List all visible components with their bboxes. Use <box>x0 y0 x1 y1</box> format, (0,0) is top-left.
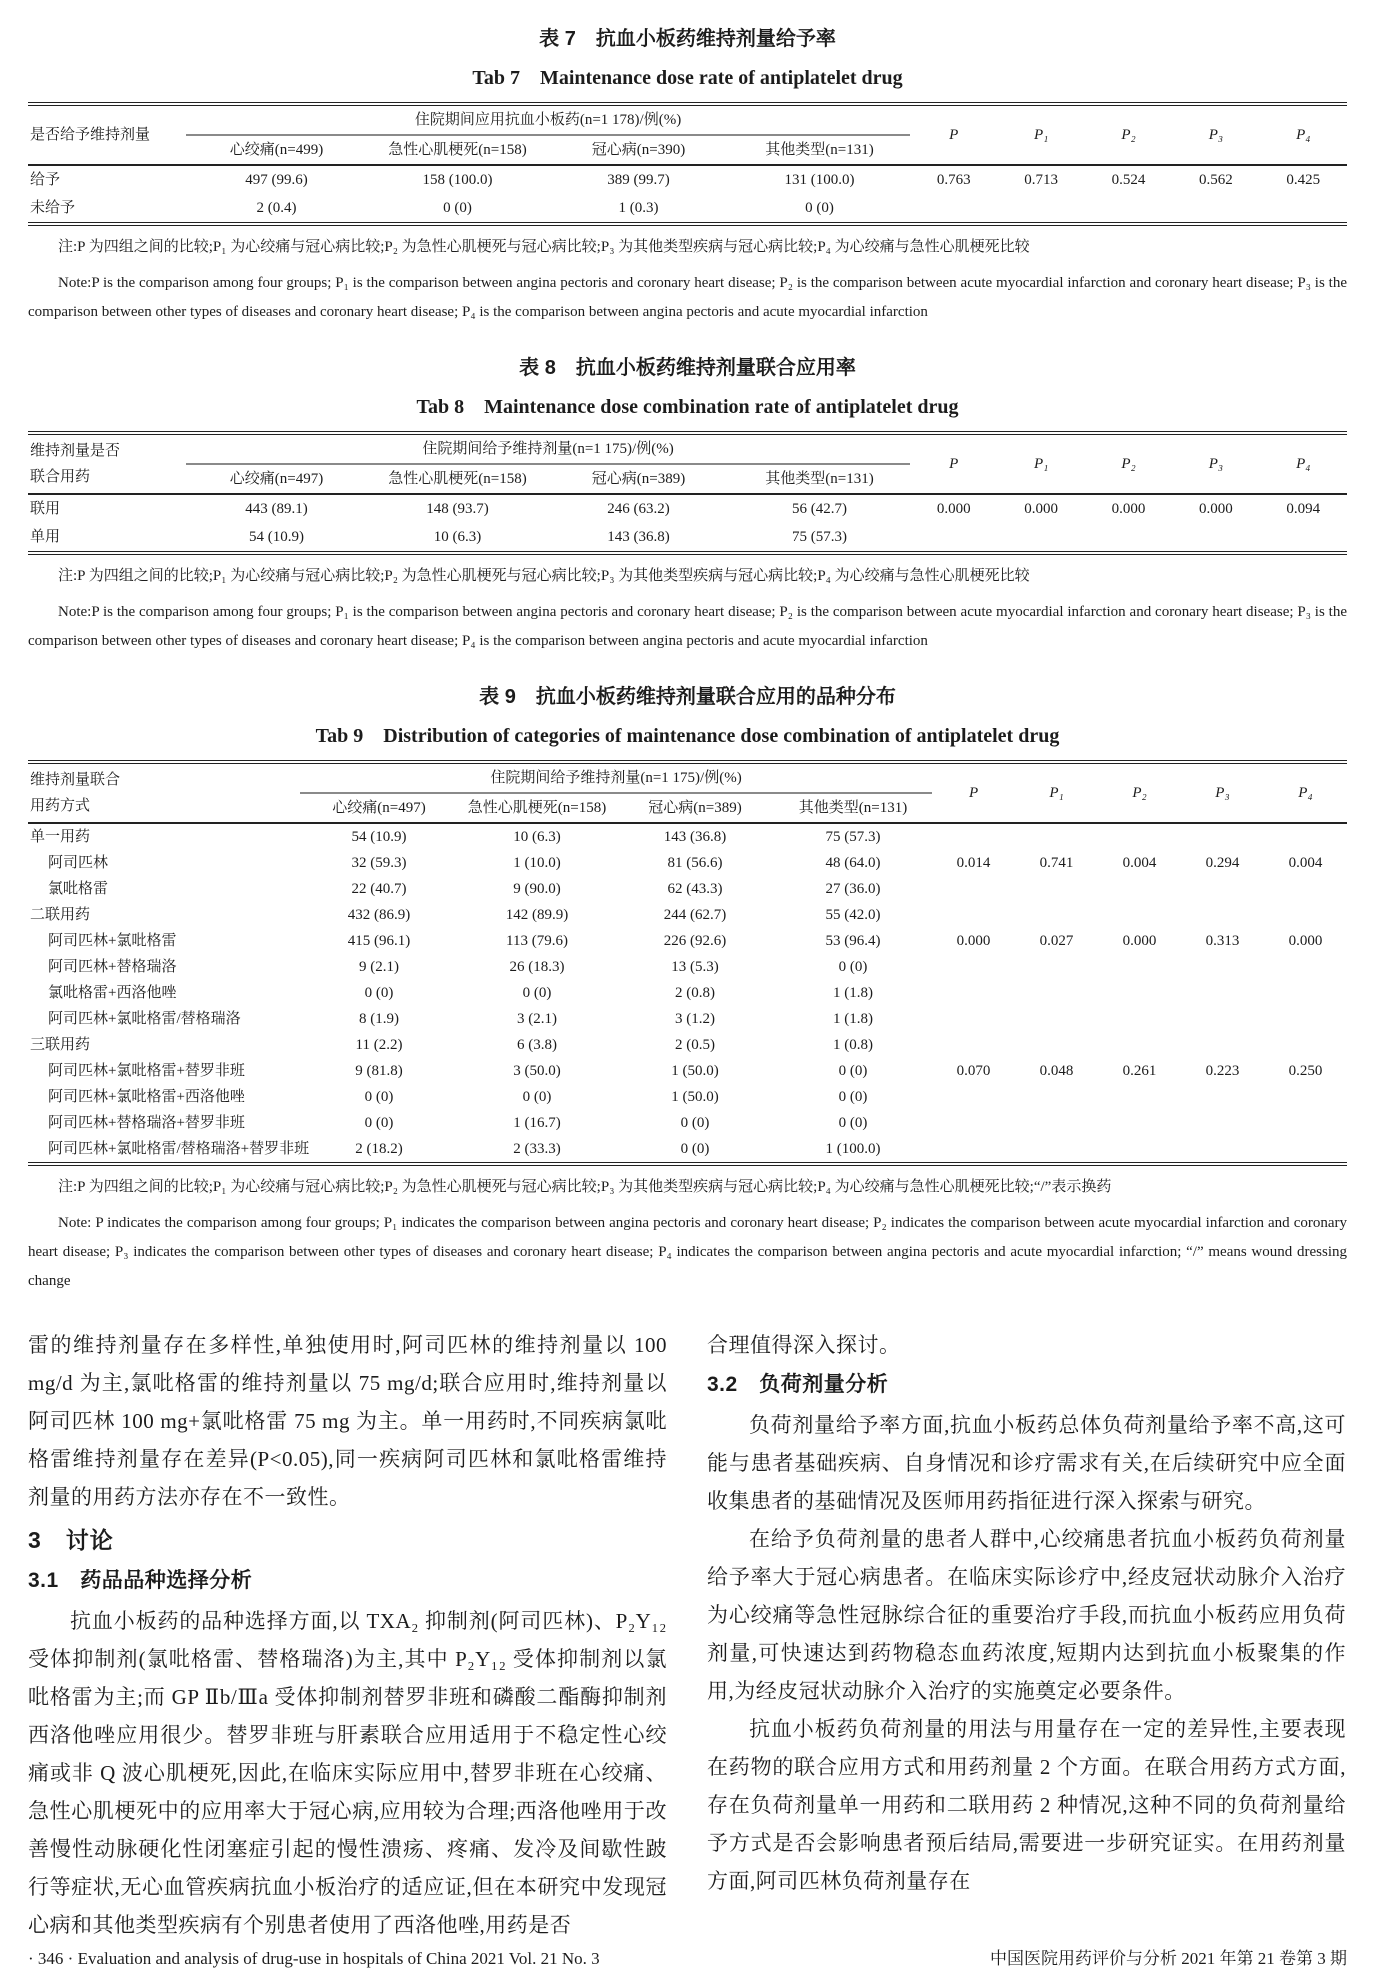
cell-value: 55 (42.0) <box>825 907 881 923</box>
p-value <box>1015 902 1098 928</box>
p-value: 0.014 <box>956 855 991 871</box>
p-column-header: P <box>910 433 997 494</box>
cell-value: 1 (10.0) <box>513 855 561 871</box>
cell-value: 142 (89.9) <box>505 907 569 923</box>
p-value: 0.223 <box>1205 1063 1240 1079</box>
cell-value: 2 (0.4) <box>256 200 297 216</box>
cell-value: 1 (16.7) <box>513 1115 561 1131</box>
table-row <box>28 902 1347 928</box>
row-label: 给予 <box>30 172 61 188</box>
cell-value: 0 (0) <box>838 1115 868 1131</box>
table7-grid <box>28 102 1347 226</box>
cell-value: 3 (1.2) <box>675 1011 715 1027</box>
cell-value: 81 (56.6) <box>667 855 723 871</box>
p-value: 0.741 <box>1039 855 1074 871</box>
table-row <box>28 980 1347 1006</box>
p-value: 0.313 <box>1205 933 1240 949</box>
cell-value: 2 (18.2) <box>355 1141 403 1157</box>
disease-column-header: 心绞痛(n=497) <box>300 793 458 823</box>
p-value <box>1172 523 1259 553</box>
section-heading: 3.2 负荷剂量分析 <box>707 1373 889 1396</box>
p-value <box>1264 876 1347 902</box>
cell-value: 2 (0.5) <box>675 1037 715 1053</box>
p-value <box>932 980 1015 1006</box>
p-value: 0.000 <box>1288 933 1323 949</box>
p-value: 0.004 <box>1288 855 1323 871</box>
disease-column-header: 其他类型(n=131) <box>774 793 932 823</box>
row-label: 联用 <box>30 501 61 517</box>
cell-value: 1 (0.3) <box>618 200 659 216</box>
paragraph: 在给予负荷剂量的患者人群中,心绞痛患者抗血小板药负荷剂量给予率大于冠心病患者。在临床实际诊疗中,经皮冠状动脉介入治疗为心绞痛等急性冠脉综合征的重要治疗手段,而抗血小板药应用负荷剂量,可快速达到药物稳态血药浓度,短期内达到抗血小板聚集的作用,为经皮冠状动脉介入治疗的实施奠定必要条件。 <box>707 1527 1346 1703</box>
table-row <box>28 1058 1347 1084</box>
cell-value: 0 (0) <box>443 200 472 216</box>
cell-value: 0 (0) <box>680 1115 710 1131</box>
row-label: 阿司匹林+替格瑞洛 <box>48 959 177 975</box>
table9-note-zh: 注:P 为四组之间的比较;P₁ 为心绞痛与冠心病比较;P₂ 为急性心肌梗死与冠心病比较;P₃ 为其他类型疾病与冠心病比较;P₄ 为心绞痛与急性心肌梗死比较;“/”表示换药 <box>58 1179 1112 1195</box>
p-value <box>932 1006 1015 1032</box>
cell-value: 1 (0.8) <box>833 1037 874 1053</box>
row-label: 二联用药 <box>30 907 91 923</box>
cell-value: 389 (99.7) <box>607 172 670 188</box>
p-value <box>1264 1136 1347 1164</box>
table-row <box>28 876 1347 902</box>
row-label: 单一用药 <box>30 829 91 845</box>
table7-section <box>28 14 1347 327</box>
cell-value: 26 (18.3) <box>509 959 565 975</box>
p-column-header: P₄ <box>1260 433 1347 494</box>
paragraph: 雷的维持剂量存在多样性,单独使用时,阿司匹林的维持剂量以 100 mg/d 为主,氯吡格雷的维持剂量以 75 mg/d;联合应用时,维持剂量以阿司匹林 100 mg+氯吡格雷 75 mg 为主。单一用药时,不同疾病氯吡格雷维持剂量存在差异(P<0.05),同一疾病阿司匹林和氯吡格雷维持剂量的用药方法亦存在不一致性。 <box>28 1333 667 1509</box>
cell-value: 6 (3.8) <box>517 1037 557 1053</box>
table-row <box>28 850 1347 876</box>
cell-value: 143 (36.8) <box>607 529 670 545</box>
cell-value: 0 (0) <box>805 200 834 216</box>
p-value <box>997 523 1084 553</box>
p-value <box>1264 954 1347 980</box>
cell-value: 148 (93.7) <box>426 501 489 517</box>
p-value <box>1085 523 1172 553</box>
p-column-header: P₂ <box>1085 104 1172 165</box>
p-value <box>1098 1032 1181 1058</box>
cell-value: 9 (81.8) <box>355 1063 403 1079</box>
p-value <box>910 523 997 553</box>
cell-value: 0 (0) <box>838 1089 868 1105</box>
row-label: 阿司匹林+氯吡格雷+替罗非班 <box>48 1063 245 1079</box>
p-column-header: P₄ <box>1260 104 1347 165</box>
p-column-header: P₁ <box>997 433 1084 494</box>
p-value <box>1264 1084 1347 1110</box>
paragraph: 负荷剂量给予率方面,抗血小板药总体负荷剂量给予率不高,这可能与患者基础疾病、自身情况和诊疗需求有关,在后续研究中应全面收集患者的基础情况及医师用药指征进行深入探索与研究。 <box>707 1413 1346 1513</box>
p-value: 0.000 <box>956 933 991 949</box>
cell-value: 3 (2.1) <box>517 1011 557 1027</box>
disease-column-header: 冠心病(n=390) <box>548 135 729 165</box>
p-value <box>1181 980 1264 1006</box>
p-value: 0.425 <box>1286 172 1321 188</box>
cell-value: 1 (50.0) <box>671 1089 719 1105</box>
p-value <box>1260 523 1347 553</box>
p-value: 0.294 <box>1205 855 1240 871</box>
p-value <box>1264 902 1347 928</box>
cell-value: 53 (96.4) <box>825 933 881 949</box>
cell-value: 75 (57.3) <box>825 829 881 845</box>
table-row <box>28 928 1347 954</box>
cell-value: 2 (33.3) <box>513 1141 561 1157</box>
p-value <box>910 194 997 224</box>
p-value <box>1098 954 1181 980</box>
p-value <box>1015 1136 1098 1164</box>
p-column-header: P₂ <box>1085 433 1172 494</box>
cell-value: 0 (0) <box>522 1089 552 1105</box>
disease-column-header: 急性心肌梗死(n=158) <box>367 135 548 165</box>
cell-value: 27 (36.0) <box>825 881 881 897</box>
cell-value: 443 (89.1) <box>245 501 308 517</box>
p-value <box>1098 876 1181 902</box>
table8-note-en: Note:P is the comparison among four groups; P₁ is the comparison between angina pectoris and coronary heart disease; P₂ is the comparison between acute myocardial infarction and coronary heart disease; P₃ is the comparison between other types of diseases and coronary heart disease; P₄ is the comparison between angina pectoris and acute myocardial infarction <box>28 604 1347 649</box>
p-value <box>1015 1110 1098 1136</box>
cell-value: 48 (64.0) <box>825 855 881 871</box>
cell-value: 9 (2.1) <box>359 959 399 975</box>
p-value: 0.000 <box>1111 501 1146 517</box>
p-value <box>1181 1110 1264 1136</box>
stub-header: 维持剂量是否 联合用药 <box>28 433 186 494</box>
p-value: 0.048 <box>1039 1063 1074 1079</box>
cell-value: 54 (10.9) <box>249 529 304 545</box>
p-value <box>1181 1006 1264 1032</box>
cell-value: 244 (62.7) <box>663 907 727 923</box>
cell-value: 131 (100.0) <box>784 172 855 188</box>
p-value: 0.004 <box>1122 855 1157 871</box>
table-row <box>28 823 1347 850</box>
disease-column-header: 其他类型(n=131) <box>729 135 910 165</box>
p-value <box>1015 980 1098 1006</box>
p-value <box>1264 1110 1347 1136</box>
paragraph: 抗血小板药的品种选择方面,以 TXA₂ 抑制剂(阿司匹林)、P₂Y₁₂ 受体抑制剂(氯吡格雷、替格瑞洛)为主,其中 P₂Y₁₂ 受体抑制剂以氯吡格雷为主;而 GP Ⅱb/Ⅲa 受体抑制剂替罗非班和磷酸二酯酶抑制剂西洛他唑应用很少。替罗非班与肝素联合应用适用于不稳定性心绞痛或非 Q 波心肌梗死,因此,在临床实际应用中,替罗非班在心绞痛、急性心肌梗死中的应用率大于冠心病,应用较为合理;西洛他唑用于改善慢性动脉硬化性闭塞症引起的慢性溃疡、疼痛、发冷及间歇性跛行等症状,无心血管疾病抗血小板治疗的适应证,但在本研究中发现冠心病和其他类型疾病有个别患者使用了西洛他唑,用药是否 <box>28 1609 667 1937</box>
cell-value: 0 (0) <box>522 985 552 1001</box>
row-label: 氯吡格雷 <box>48 881 109 897</box>
disease-column-header: 急性心肌梗死(n=158) <box>367 464 548 494</box>
table9-section <box>28 672 1347 1296</box>
table-row <box>28 954 1347 980</box>
table-row <box>28 165 1347 194</box>
row-label: 三联用药 <box>30 1037 91 1053</box>
cell-value: 13 (5.3) <box>671 959 719 975</box>
p-value <box>1181 1136 1264 1164</box>
p-value <box>1181 876 1264 902</box>
table-row <box>28 523 1347 553</box>
p-value <box>1085 194 1172 224</box>
p-value <box>1172 194 1259 224</box>
disease-column-header: 其他类型(n=131) <box>729 464 910 494</box>
group-header: 住院期间给予维持剂量(n=1 175)/例(%) <box>186 433 910 464</box>
cell-value: 432 (86.9) <box>347 907 411 923</box>
p-value <box>997 194 1084 224</box>
p-value <box>1264 1032 1347 1058</box>
p-value <box>1098 1006 1181 1032</box>
cell-value: 10 (6.3) <box>433 529 482 545</box>
p-value <box>932 1136 1015 1164</box>
group-header: 住院期间应用抗血小板药(n=1 178)/例(%) <box>186 104 910 135</box>
p-value: 0.713 <box>1024 172 1058 188</box>
p-column-header: P₃ <box>1172 433 1259 494</box>
row-label: 阿司匹林+氯吡格雷/替格瑞洛+替罗非班 <box>48 1141 310 1157</box>
table7-title-en: Tab 7 Maintenance dose rate of antiplatelet drug <box>472 67 903 89</box>
p-value: 0.261 <box>1122 1063 1157 1079</box>
p-column-header: P₃ <box>1181 762 1264 823</box>
p-value <box>1098 823 1181 850</box>
cell-value: 8 (1.9) <box>359 1011 399 1027</box>
table-row <box>28 1084 1347 1110</box>
cell-value: 1 (100.0) <box>825 1141 881 1157</box>
p-column-header: P₁ <box>997 104 1084 165</box>
table-row <box>28 1006 1347 1032</box>
table8-title-zh: 表 8 抗血小板药维持剂量联合应用率 <box>519 357 856 379</box>
p-column-header: P₃ <box>1172 104 1259 165</box>
p-value: 0.070 <box>956 1063 991 1079</box>
footer-right-journal-info: 中国医院用药评价与分析 2021 年第 21 卷第 3 期 <box>990 1949 1347 1968</box>
table9-title-en: Tab 9 Distribution of categories of maintenance dose combination of antiplatelet drug <box>315 725 1060 747</box>
cell-value: 246 (63.2) <box>607 501 670 517</box>
table8-note-zh: 注:P 为四组之间的比较;P₁ 为心绞痛与冠心病比较;P₂ 为急性心肌梗死与冠心病比较;P₃ 为其他类型疾病与冠心病比较;P₄ 为心绞痛与急性心肌梗死比较 <box>58 568 1030 584</box>
tab7-table <box>28 102 1347 226</box>
p-value <box>1181 954 1264 980</box>
stub-header: 维持剂量联合 用药方式 <box>28 762 300 823</box>
p-value <box>1098 1136 1181 1164</box>
table-row <box>28 194 1347 224</box>
p-value: 0.000 <box>1024 501 1058 517</box>
cell-value: 497 (99.6) <box>245 172 308 188</box>
right-column <box>707 1326 1346 1944</box>
disease-column-header: 冠心病(n=389) <box>616 793 774 823</box>
left-column <box>28 1326 667 1944</box>
p-value: 0.000 <box>1199 501 1233 517</box>
page-footer <box>28 1944 1347 1969</box>
cell-value: 75 (57.3) <box>792 529 848 545</box>
section-heading: 3.1 药品品种选择分析 <box>28 1569 253 1592</box>
cell-value: 158 (100.0) <box>422 172 493 188</box>
cell-value: 1 (1.8) <box>833 985 874 1001</box>
p-value <box>1181 1032 1264 1058</box>
p-value <box>1015 1032 1098 1058</box>
cell-value: 62 (43.3) <box>667 881 723 897</box>
p-value: 0.250 <box>1288 1063 1323 1079</box>
cell-value: 9 (90.0) <box>513 881 561 897</box>
cell-value: 113 (79.6) <box>506 933 568 949</box>
footer-left-page-info: · 346 · Evaluation and analysis of drug-use in hospitals of China 2021 Vol. 21 No. 3 <box>28 1949 600 1968</box>
table9-grid <box>28 760 1347 1166</box>
p-value <box>932 876 1015 902</box>
p-value <box>1264 823 1347 850</box>
cell-value: 0 (0) <box>364 985 394 1001</box>
cell-value: 0 (0) <box>680 1141 710 1157</box>
cell-value: 11 (2.2) <box>355 1037 403 1053</box>
row-label: 单用 <box>30 529 61 545</box>
table9-note-en: Note: P indicates the comparison among four groups; P₁ indicates the comparison between angina pectoris and coronary heart disease; P₂ indicates the comparison between acute myocardial infarction and coronary heart disease; P₃ indicates the comparison between other types of diseases and coronary heart disease; P₄ indicates the comparison between angina pectoris and acute myocardial infarction; “/” means wound dressing change <box>28 1215 1347 1289</box>
p-value <box>1181 902 1264 928</box>
p-value: 0.094 <box>1286 501 1321 517</box>
paragraph: 抗血小板药负荷剂量的用法与用量存在一定的差异性,主要表现在药物的联合应用方式和用药剂量 2 个方面。在联合用药方式方面,存在负荷剂量单一用药和二联用药 2 种情况,这种不同的负荷剂量给予方式是否会影响患者预后结局,需要进一步研究证实。在用药剂量方面,阿司匹林负荷剂量存在 <box>707 1717 1346 1893</box>
cell-value: 1 (50.0) <box>671 1063 719 1079</box>
cell-value: 0 (0) <box>838 1063 868 1079</box>
p-value <box>1098 980 1181 1006</box>
p-value <box>932 1032 1015 1058</box>
row-label: 阿司匹林+氯吡格雷+西洛他唑 <box>48 1089 245 1105</box>
table8-title-en: Tab 8 Maintenance dose combination rate of antiplatelet drug <box>416 396 959 418</box>
p-value <box>1098 1084 1181 1110</box>
p-column-header: P₁ <box>1015 762 1098 823</box>
disease-column-header: 冠心病(n=389) <box>548 464 729 494</box>
cell-value: 22 (40.7) <box>351 881 407 897</box>
p-value: 0.524 <box>1111 172 1146 188</box>
p-value <box>1015 823 1098 850</box>
p-value: 0.000 <box>1122 933 1157 949</box>
table-row <box>28 1110 1347 1136</box>
cell-value: 0 (0) <box>364 1115 394 1131</box>
cell-value: 2 (0.8) <box>675 985 715 1001</box>
table9-title-zh: 表 9 抗血小板药维持剂量联合应用的品种分布 <box>479 686 896 708</box>
table7-note-zh: 注:P 为四组之间的比较;P₁ 为心绞痛与冠心病比较;P₂ 为急性心肌梗死与冠心病比较;P₃ 为其他类型疾病与冠心病比较;P₄ 为心绞痛与急性心肌梗死比较 <box>58 239 1030 255</box>
row-label: 未给予 <box>30 200 76 216</box>
p-value <box>1264 980 1347 1006</box>
p-column-header: P₄ <box>1264 762 1347 823</box>
cell-value: 32 (59.3) <box>351 855 407 871</box>
cell-value: 3 (50.0) <box>513 1063 561 1079</box>
table7-title-zh: 表 7 抗血小板药维持剂量给予率 <box>539 28 836 50</box>
table-row <box>28 1032 1347 1058</box>
p-value <box>1181 823 1264 850</box>
p-value: 0.562 <box>1199 172 1233 188</box>
cell-value: 0 (0) <box>364 1089 394 1105</box>
p-value <box>932 1084 1015 1110</box>
tab8-table <box>28 431 1347 555</box>
cell-value: 10 (6.3) <box>513 829 561 845</box>
p-value: 0.027 <box>1039 933 1074 949</box>
p-column-header: P₂ <box>1098 762 1181 823</box>
p-value <box>1098 902 1181 928</box>
cell-value: 0 (0) <box>838 959 868 975</box>
table7-note-en: Note:P is the comparison among four groups; P₁ is the comparison between angina pectoris and coronary heart disease; P₂ is the comparison between acute myocardial infarction and coronary heart disease; P₃ is the comparison between other types of diseases and coronary heart disease; P₄ is the comparison between angina pectoris and acute myocardial infarction <box>28 275 1347 320</box>
p-value <box>1015 1084 1098 1110</box>
row-label: 阿司匹林+氯吡格雷/替格瑞洛 <box>48 1011 241 1027</box>
paragraph: 合理值得深入探讨。 <box>707 1333 901 1357</box>
cell-value: 226 (92.6) <box>663 933 727 949</box>
cell-value: 143 (36.8) <box>663 829 727 845</box>
discussion-section <box>28 1326 1347 1944</box>
table8-section <box>28 343 1347 656</box>
cell-value: 54 (10.9) <box>351 829 407 845</box>
p-value: 0.000 <box>936 501 971 517</box>
disease-column-header: 心绞痛(n=497) <box>186 464 367 494</box>
table8-grid <box>28 431 1347 555</box>
row-label: 阿司匹林+替格瑞洛+替罗非班 <box>48 1115 245 1131</box>
cell-value: 415 (96.1) <box>347 933 411 949</box>
p-column-header: P <box>932 762 1015 823</box>
p-value <box>1260 194 1347 224</box>
p-value <box>932 954 1015 980</box>
p-value <box>1181 1084 1264 1110</box>
p-value <box>1264 1006 1347 1032</box>
p-value <box>1015 954 1098 980</box>
p-value <box>1015 876 1098 902</box>
cell-value: 1 (1.8) <box>833 1011 874 1027</box>
p-value <box>932 902 1015 928</box>
table-row <box>28 494 1347 523</box>
p-value <box>1098 1110 1181 1136</box>
tab9-table <box>28 760 1347 1166</box>
table-row <box>28 1136 1347 1164</box>
p-value: 0.763 <box>936 172 971 188</box>
disease-column-header: 心绞痛(n=499) <box>186 135 367 165</box>
disease-column-header: 急性心肌梗死(n=158) <box>458 793 616 823</box>
p-value <box>1015 1006 1098 1032</box>
row-label: 氯吡格雷+西洛他唑 <box>48 985 177 1001</box>
stub-header: 是否给予维持剂量 <box>28 104 186 165</box>
row-label: 阿司匹林+氯吡格雷 <box>48 933 177 949</box>
p-column-header: P <box>910 104 997 165</box>
p-value <box>932 823 1015 850</box>
p-value <box>932 1110 1015 1136</box>
row-label: 阿司匹林 <box>48 855 109 871</box>
cell-value: 56 (42.7) <box>792 501 848 517</box>
section-heading: 3 讨论 <box>28 1527 114 1553</box>
group-header: 住院期间给予维持剂量(n=1 175)/例(%) <box>300 762 932 793</box>
